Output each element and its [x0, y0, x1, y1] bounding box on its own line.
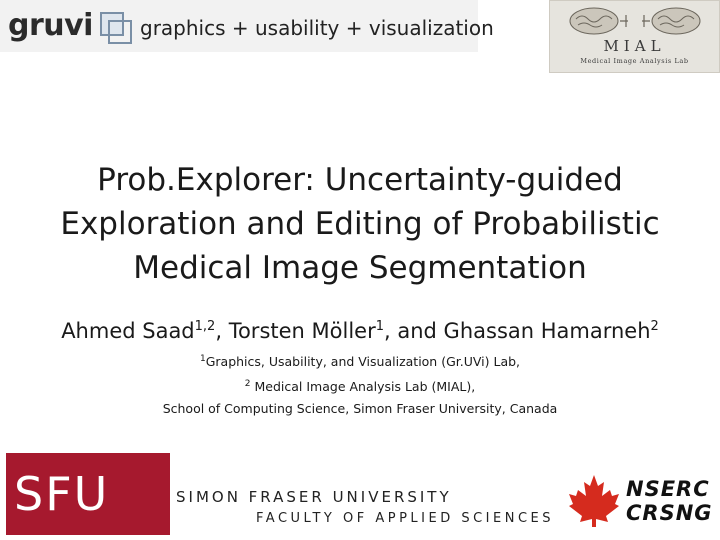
affiliation-2	[0, 375, 720, 396]
brain-icon	[560, 5, 710, 37]
gruvi-header	[0, 0, 494, 52]
sfu-university-name: SIMON FRASER UNIVERSITY	[176, 488, 452, 506]
sfu-letters: SFU	[14, 467, 110, 521]
crsng-text: CRSNG	[626, 501, 713, 525]
affiliation-1-sup: 1	[199, 354, 206, 364]
affiliation-2-text: Medical Image Analysis Lab (MIAL),	[254, 379, 476, 394]
author-name: Ghassan Hamarneh	[443, 319, 651, 343]
mial-logo	[549, 0, 720, 73]
nserc-text: NSERC	[626, 477, 710, 501]
title-line-1: Prob.Explorer: Uncertainty-guided	[97, 162, 623, 198]
author-name: Ahmed Saad	[61, 319, 195, 343]
sfu-logo	[6, 453, 170, 535]
author-affiliation-sup: 2	[650, 319, 659, 334]
author-list	[0, 312, 720, 346]
title-line-2: Exploration and Editing of Probabilistic	[60, 206, 660, 242]
author-affiliation-sup: 1	[375, 319, 384, 334]
title-line-3: Medical Image Segmentation	[133, 250, 587, 286]
affiliation-1	[0, 350, 720, 371]
gruvi-square-icon	[100, 12, 132, 44]
author-separator: , and	[384, 319, 444, 343]
affiliation-3	[0, 400, 720, 418]
gruvi-logo-word: gruvi	[8, 8, 93, 43]
mial-name: MIAL	[603, 37, 666, 55]
slide-title	[0, 158, 720, 290]
gruvi-tagline: graphics + usability + visualization	[140, 16, 494, 40]
author-name: Torsten Möller	[228, 319, 376, 343]
author-affiliation-sup: 1,2	[194, 319, 216, 334]
author-separator: ,	[215, 319, 229, 343]
affiliation-1-text: Graphics, Usability, and Visualization (Gr.UVi) Lab,	[205, 354, 521, 369]
sfu-faculty-name: FACULTY OF APPLIED SCIENCES	[256, 511, 554, 526]
mial-subtitle: Medical Image Analysis Lab	[580, 57, 689, 65]
maple-leaf-icon	[566, 472, 622, 528]
affiliation-3-text: School of Computing Science, Simon Fraser University, Canada	[162, 401, 558, 416]
affiliation-2-sup: 2	[244, 379, 251, 389]
